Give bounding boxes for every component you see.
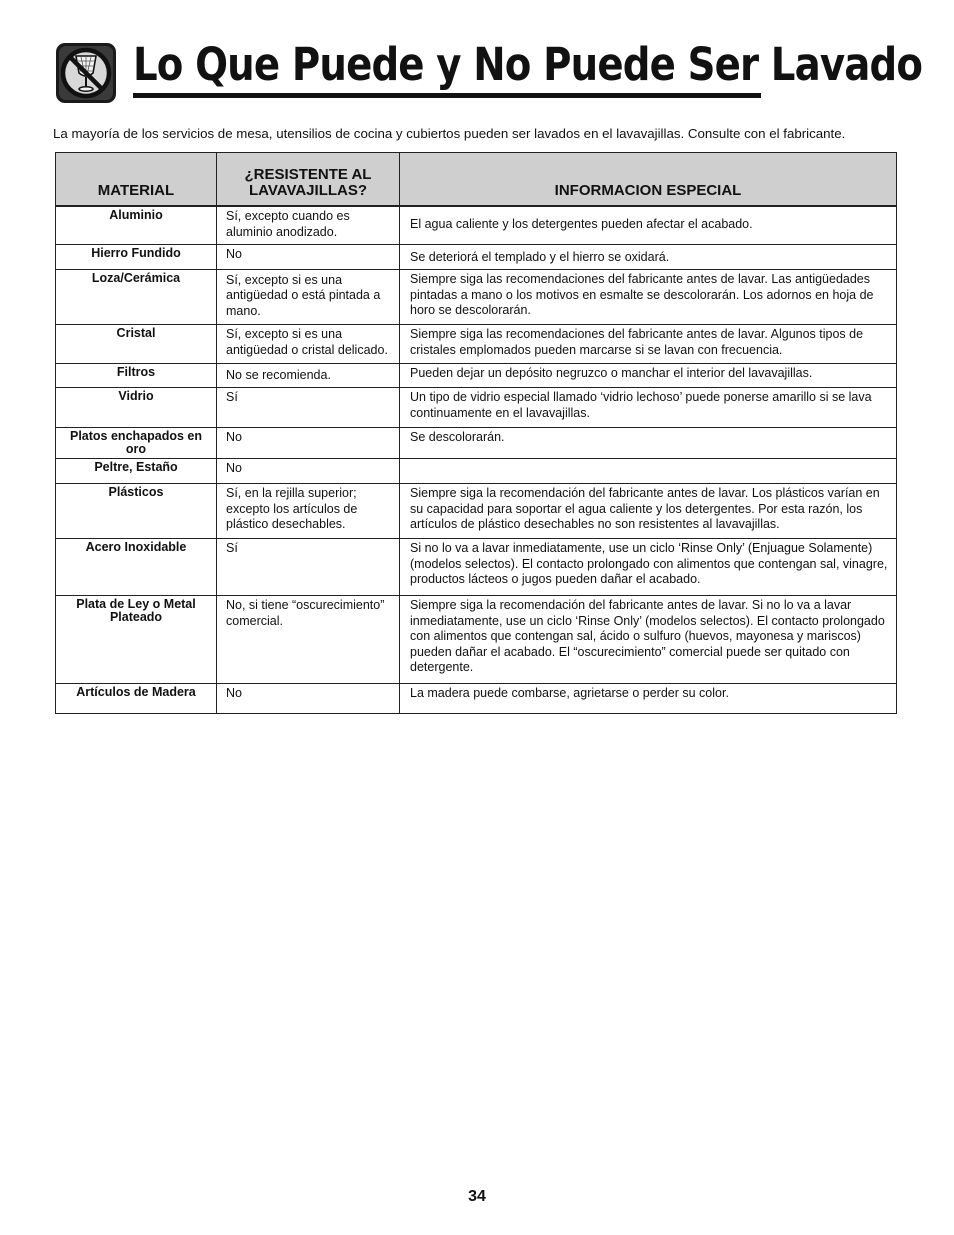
material-cell: Platos enchapados en oro xyxy=(56,428,217,459)
material-cell: Artículos de Madera xyxy=(56,684,217,714)
page-title: Lo Que Puede y No Puede Ser Lavado xyxy=(133,38,923,91)
material-cell: Cristal xyxy=(56,325,217,364)
table-row xyxy=(56,428,897,459)
resistant-cell: Sí xyxy=(217,539,400,596)
material-cell: Filtros xyxy=(56,364,217,388)
table-row xyxy=(56,596,897,684)
table-row xyxy=(56,684,897,714)
intro-text: La mayoría de los servicios de mesa, utensilios de cocina y cubiertos pueden ser lavados en el lavavajillas. Consulte con el fabricante. xyxy=(53,126,846,141)
page-header xyxy=(55,38,923,104)
header-resistant: ¿RESISTENTE AL LAVAVAJILLAS? xyxy=(217,153,400,207)
info-cell: La madera puede combarse, agrietarse o perder su color. xyxy=(400,684,897,714)
table-row xyxy=(56,364,897,388)
info-cell xyxy=(400,459,897,484)
page-number: 34 xyxy=(468,1188,486,1205)
header-info: INFORMACION ESPECIAL xyxy=(400,153,897,207)
table-row xyxy=(56,539,897,596)
material-cell: Plásticos xyxy=(56,484,217,539)
resistant-cell: No xyxy=(217,459,400,484)
material-cell: Loza/Cerámica xyxy=(56,270,217,325)
table-row xyxy=(56,270,897,325)
table-row xyxy=(56,325,897,364)
materials-table xyxy=(55,152,897,714)
no-glass-icon xyxy=(55,42,117,104)
material-cell: Vidrio xyxy=(56,388,217,428)
header-material: MATERIAL xyxy=(56,153,217,207)
info-cell: El agua caliente y los detergentes pueden afectar el acabado. xyxy=(400,206,897,245)
resistant-cell: Sí xyxy=(217,388,400,428)
material-cell: Plata de Ley o Metal Plateado xyxy=(56,596,217,684)
resistant-cell: No xyxy=(217,428,400,459)
info-cell: Siempre siga la recomendación del fabricante antes de lavar. Los plásticos varían en su capacidad para soportar el agua caliente y los detergentes. Por esta razón, los artículos de plástico desechables no son resistentes al lavavajillas. xyxy=(400,484,897,539)
info-cell: Siempre siga la recomendación del fabricante antes de lavar. Si no lo va a lavar inmediatamente, use un ciclo ‘Rinse Only’ (modelos selectos). El contacto prolongado con alimentos que contengan sal, ácido o sulfuro (huevos, mayonesa y mariscos) pueden dañar el acabado. El “oscurecimiento” comercial puede ser quitado con detergente. xyxy=(400,596,897,684)
info-cell: Siempre siga las recomendaciones del fabricante antes de lavar. Las antigüedades pintadas a mano o los motivos en esmalte se descolorarán. Los adornos en hoja de horo se descolorarán. xyxy=(400,270,897,325)
resistant-cell: No xyxy=(217,245,400,270)
resistant-cell: Sí, excepto cuando es aluminio anodizado. xyxy=(217,206,400,245)
resistant-cell: No xyxy=(217,684,400,714)
table-row xyxy=(56,459,897,484)
info-cell: Se descolorarán. xyxy=(400,428,897,459)
table-row xyxy=(56,206,897,245)
resistant-cell: Sí, excepto si es una antigüedad o cristal delicado. xyxy=(217,325,400,364)
info-cell: Siempre siga las recomendaciones del fabricante antes de lavar. Algunos tipos de cristales emplomados pueden marcarse si se lavan con frecuencia. xyxy=(400,325,897,364)
material-cell: Peltre, Estaño xyxy=(56,459,217,484)
info-cell: Un tipo de vidrio especial llamado ‘vidrio lechoso’ puede ponerse amarillo si se lava continuamente en el lavavajillas. xyxy=(400,388,897,428)
resistant-cell: No, si tiene “oscurecimiento” comercial. xyxy=(217,596,400,684)
info-cell: Pueden dejar un depósito negruzco o manchar el interior del lavavajillas. xyxy=(400,364,897,388)
table-row xyxy=(56,388,897,428)
table-row xyxy=(56,245,897,270)
info-cell: Se deteriorá el templado y el hierro se oxidará. xyxy=(400,245,897,270)
table-row xyxy=(56,484,897,539)
material-cell: Aluminio xyxy=(56,206,217,245)
resistant-cell: No se recomienda. xyxy=(217,364,400,388)
resistant-cell: Sí, en la rejilla superior; excepto los artículos de plástico desechables. xyxy=(217,484,400,539)
title-underline xyxy=(133,93,761,98)
resistant-cell: Sí, excepto si es una antigüedad o está pintada a mano. xyxy=(217,270,400,325)
material-cell: Acero Inoxidable xyxy=(56,539,217,596)
material-cell: Hierro Fundido xyxy=(56,245,217,270)
table-header-row xyxy=(56,153,897,207)
info-cell: Si no lo va a lavar inmediatamente, use un ciclo ‘Rinse Only’ (Enjuague Solamente) (modelos selectos). El contacto prolongado con alimentos que contengan sal, vinagre, productos lácteos o jugos pueden dañar el acabado. xyxy=(400,539,897,596)
